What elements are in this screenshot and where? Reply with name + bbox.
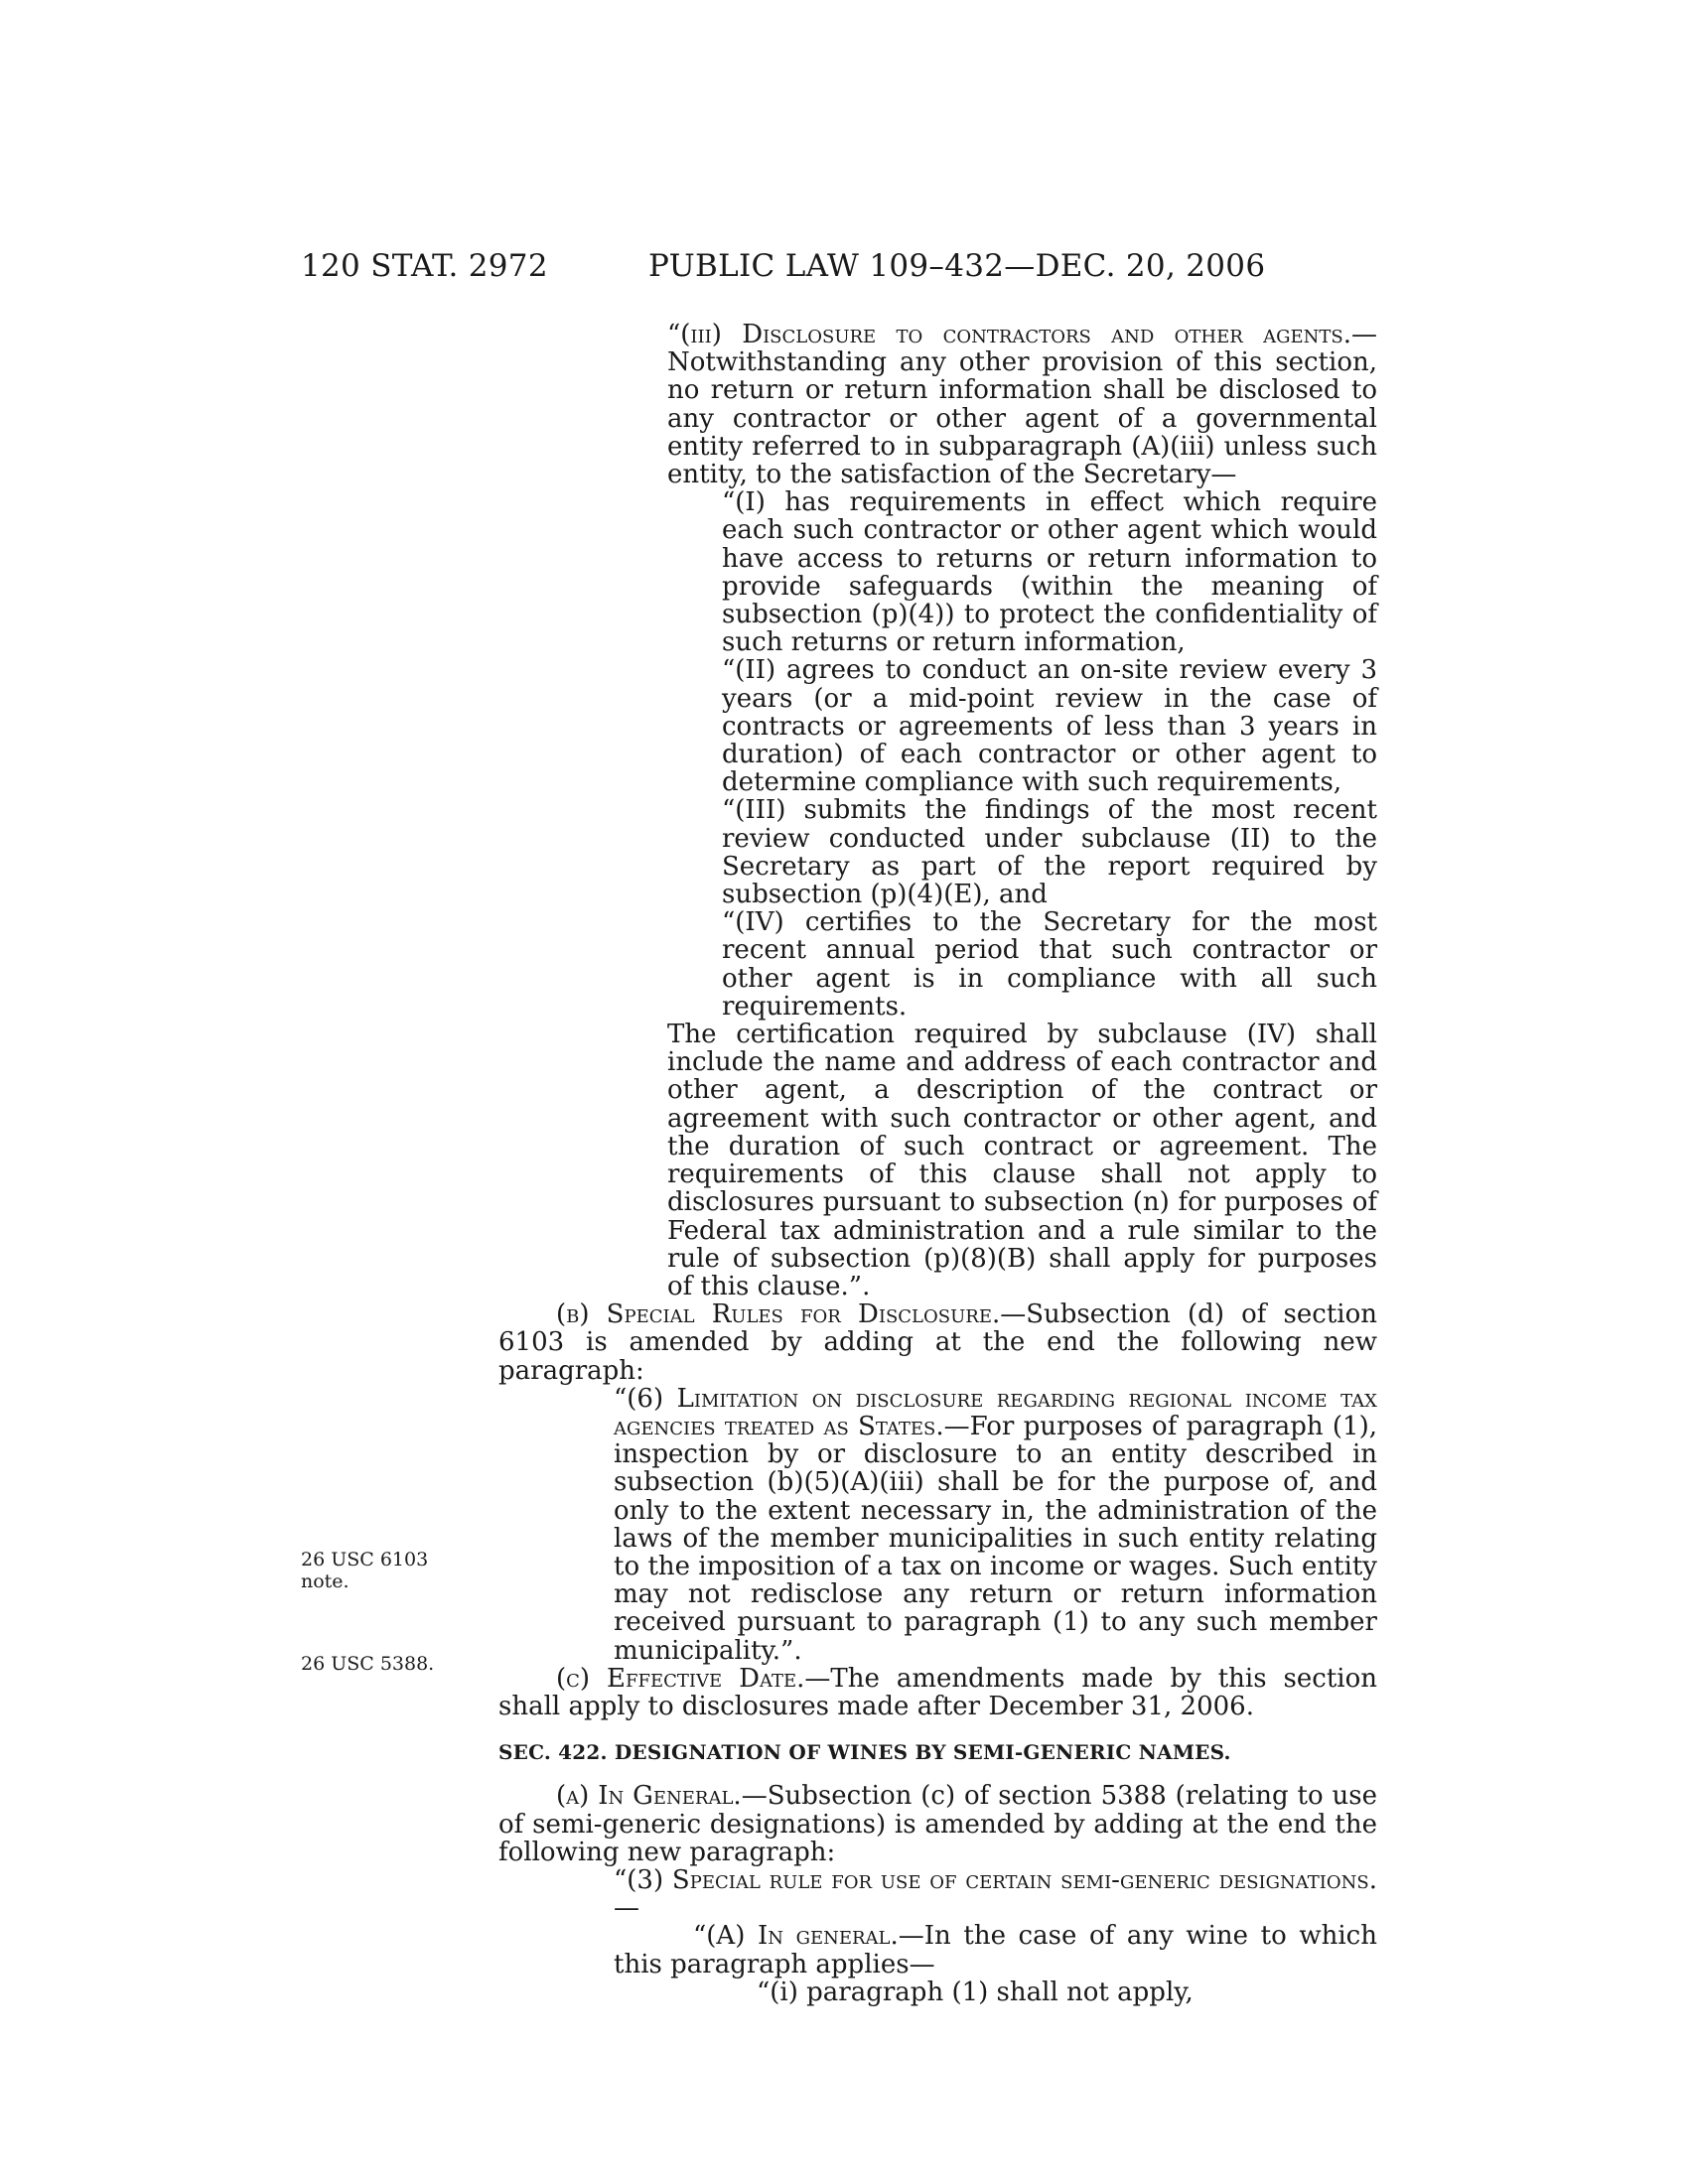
subsection-a-text: —Subsection (c) of section 5388 (relating to use of semi-generic designations) is amended by adding at the end the following new paragraph: — [498, 1781, 1377, 1867]
subparagraph-A-heading: “(A) In general. — [693, 1921, 899, 1952]
paragraph-6-text: —For purposes of paragraph (1), inspection by or disclosure to an entity described in subsection (b)(5)(A)(iii) shall be for the purpose of, and only to the extent necessary in, the administration of the laws of the member municipalities in such entity relating to the imposition of a tax on income or wages. Such entity may not redisclose any return or return information received pursuant to paragraph (1) to any such member municipality.”. — [614, 1411, 1378, 1666]
subparagraph-A-text: —In the case of any wine to which this paragraph applies— — [614, 1921, 1377, 1979]
subsection-a-heading: (a) In General. — [556, 1781, 742, 1812]
paragraph-6-heading: “(6) Limitation on disclosure regarding regional income tax agencies treated as States. — [614, 1383, 1377, 1441]
clause-iii-text: —Notwithstanding any other provision of this section, no return or return information shall be disclosed to any contractor or other agent of a governmental entity referred to in subparagraph (A)(iii) unless such entity, to the satisfaction of the Secretary— — [667, 320, 1377, 490]
page-reference: 120 STAT. 2972 — [301, 248, 548, 284]
margin-note-line: 26 USC 6103 — [301, 1549, 429, 1570]
subclause-IV: “(IV) certifies to the Secretary for the most recent annual period that such contractor or other agent is in compliance with all such requirements. — [722, 907, 1377, 1022]
margin-note-line: note. — [301, 1570, 350, 1592]
margin-note-usc-6103 — [301, 1549, 428, 1592]
clause-iii — [498, 321, 1377, 488]
subclause-III: “(III) submits the findings of the most recent review conducted under subclause (II) to the Secretary as part of the report required by subsection (p)(4)(E), and — [722, 795, 1377, 910]
subsection-b — [498, 1300, 1377, 1385]
subclause-II: “(II) agrees to conduct an on-site review every 3 years (or a mid-point review in the case of contracts or agreements of less than 3 years in duration) of each contractor or other agent to determine compliance with such requirements, — [722, 655, 1377, 798]
document-body — [498, 321, 1377, 2006]
subsection-b-heading: (b) Special Rules for Disclosure. — [556, 1299, 1001, 1330]
section-422-heading: SEC. 422. DESIGNATION OF WINES BY SEMI-GENERIC NAMES. — [498, 1740, 1231, 1765]
subsection-c-heading: (c) Effective Date. — [556, 1663, 805, 1694]
subclause-I: “(I) has requirements in effect which require each such contractor or other agent which would have access to returns or return information to provide safeguards (within the meaning of subsection (p)(4)) to protect the confidentiality of such returns or return information, — [722, 487, 1377, 658]
paragraph-3 — [498, 1866, 1377, 1922]
subsection-c — [498, 1665, 1377, 1720]
clause-iii-heading: “(iii) Disclosure to contractors and other agents. — [667, 320, 1351, 349]
page-header-title: PUBLIC LAW 109–432—DEC. 20, 2006 — [648, 248, 1266, 284]
clause-i: “(i) paragraph (1) shall not apply, — [757, 1977, 1194, 2007]
margin-note-usc-5388: 26 USC 5388. — [301, 1653, 435, 1675]
subparagraph-A — [498, 1922, 1377, 1978]
paragraph-6 — [498, 1385, 1377, 1665]
subsection-b-text: —Subsection (d) of section 6103 is amended by adding at the end the following new paragraph: — [498, 1299, 1378, 1386]
paragraph-3-heading: “(3) Special rule for use of certain semi-generic designations.— — [614, 1864, 1377, 1924]
clause-iii-continuation: The certification required by subclause (IV) shall include the name and address of each contractor and other agent, a description of the contract or agreement with such contractor or other agent, and the duration of such contract or agreement. The requirements of this clause shall not apply to disclosures pursuant to subsection (n) for purposes of Federal tax administration and a rule similar to the rule of subsection (p)(8)(B) shall apply for purposes of this clause.”. — [667, 1020, 1377, 1301]
subsection-a — [498, 1782, 1377, 1866]
subsection-c-text: —The amendments made by this section shall apply to disclosures made after December 31, 2006. — [498, 1663, 1377, 1721]
